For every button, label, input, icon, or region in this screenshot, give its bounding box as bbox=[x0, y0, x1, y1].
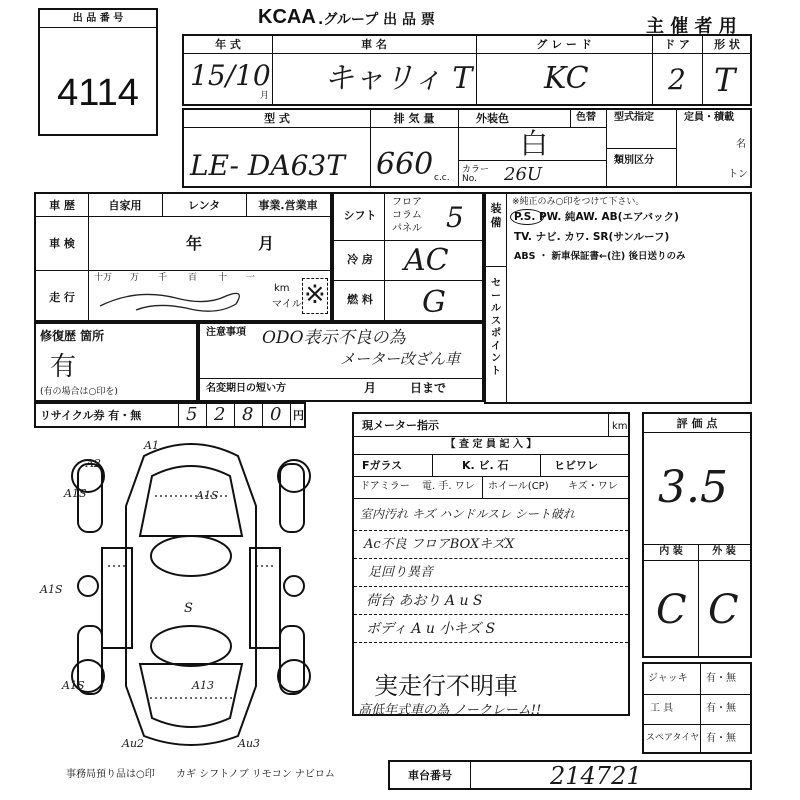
equipment-line-1: P.S. PW. 純AW. AB(エアバック) bbox=[514, 211, 679, 223]
equipment-line-3: ABS ・ 新車保証書←(注) 後日送りのみ bbox=[514, 251, 686, 262]
shift-panel-option: パネル bbox=[392, 223, 422, 234]
interior-grade-value: C bbox=[656, 587, 687, 633]
repaint-label: 色替 bbox=[576, 112, 596, 123]
ac-value: AC bbox=[404, 243, 449, 278]
notes-label: 注意事項 bbox=[206, 327, 246, 338]
mileage-scribble bbox=[96, 286, 272, 316]
shift-label: シフト bbox=[343, 209, 377, 222]
glass-options: K. ビ. 石 bbox=[462, 459, 509, 472]
comment-line-6: 実走行不明車 bbox=[374, 672, 518, 700]
shift-column-option: コラム bbox=[392, 210, 422, 221]
shift-value: 5 bbox=[446, 201, 464, 234]
sales-point-label: セールスポイント bbox=[491, 278, 501, 377]
recycle-digit-2: 2 bbox=[214, 404, 226, 425]
crack-label: ヒビワレ bbox=[554, 459, 598, 472]
comment-line-5: ボディ A u 小キズ S bbox=[366, 621, 496, 637]
year-value: 15/10 bbox=[190, 59, 271, 92]
office-items: カギ シフトノブ リモコン ナビロム bbox=[176, 769, 335, 780]
damage-mark-au3: Au3 bbox=[238, 737, 261, 750]
grade-block bbox=[642, 412, 752, 658]
yen-unit: 円 bbox=[293, 409, 304, 422]
notes-block bbox=[198, 322, 484, 402]
meter-unit: km bbox=[612, 421, 628, 432]
rental-option: レンタ bbox=[187, 199, 221, 212]
inspection-month-unit: 月 bbox=[258, 234, 275, 253]
mirror-label: ドアミラー bbox=[360, 481, 410, 492]
digit-100k: 十万 bbox=[94, 273, 113, 283]
exterior-label: 外 装 bbox=[712, 546, 736, 557]
jack-label: ジャッキ bbox=[648, 673, 688, 684]
grade-score-value: 3.5 bbox=[658, 462, 728, 513]
inspection-label: 車 検 bbox=[49, 237, 75, 250]
grade-score-label: 評 価 点 bbox=[676, 417, 718, 430]
repair-block bbox=[34, 322, 198, 402]
door-value: 2 bbox=[668, 63, 686, 96]
inspector-header: 【 査 定 員 記 入 】 bbox=[445, 439, 537, 450]
comment-line-3: 足回り異音 bbox=[368, 565, 434, 580]
cc-unit: c.c. bbox=[434, 173, 450, 183]
shift-floor-option: フロア bbox=[392, 197, 422, 208]
wheel-label: ホイール(CP) bbox=[488, 481, 549, 492]
lot-number-label: 出 品 番 号 bbox=[40, 10, 156, 28]
ext-color-label: 外装色 bbox=[476, 112, 509, 125]
equipment-block bbox=[484, 192, 752, 404]
km-label: km bbox=[274, 283, 290, 294]
digit-1k: 千 bbox=[158, 273, 168, 283]
comment-line-7: 高低年式車の為 ノークレーム!! bbox=[358, 703, 542, 718]
fuel-value: G bbox=[422, 285, 446, 320]
door-label: ド ア bbox=[664, 38, 690, 51]
displacement-label: 排 気 量 bbox=[393, 112, 435, 125]
digit-10k: 万 bbox=[130, 273, 140, 283]
tools-label: 工 具 bbox=[650, 703, 674, 714]
mileage-unknown-mark: ※ bbox=[304, 280, 326, 310]
comment-line-4: 荷台 あおり A u S bbox=[366, 593, 483, 609]
repair-label: 修復歴 箇所 bbox=[40, 329, 105, 343]
equipment-line-2: TV. ナビ. カワ. SR(サンルーフ) bbox=[514, 231, 670, 243]
comment-line-1: 室内汚れ キズ ハンドルスレ シート破れ bbox=[360, 507, 575, 521]
chassis-value: 214721 bbox=[550, 762, 642, 790]
damage-mark-au2: Au2 bbox=[122, 737, 145, 750]
car-name-value: キャリィ T bbox=[324, 61, 473, 96]
year-label: 年 式 bbox=[215, 38, 241, 51]
inspector-block bbox=[352, 412, 630, 716]
spare-tire-label: スペアタイヤ bbox=[646, 733, 700, 743]
recycle-digit-4: 0 bbox=[270, 404, 282, 425]
wheel-options: キズ・ワレ bbox=[568, 481, 618, 492]
spec-block bbox=[332, 192, 484, 322]
recycle-label: リサイクル券 有・無 bbox=[40, 409, 142, 422]
category-label: 類別区分 bbox=[614, 155, 654, 166]
model-value: LE- DA63T bbox=[190, 149, 345, 182]
brand-logo: KCAA bbox=[258, 6, 316, 28]
damage-mark-a1s-hood: A1S bbox=[196, 489, 219, 502]
damage-mark-a13: A13 bbox=[192, 679, 214, 692]
tools-presence: 有・無 bbox=[706, 703, 736, 714]
notes-line-1: ODO表示不良の為 bbox=[262, 328, 406, 348]
mileage-label: 走 行 bbox=[49, 291, 75, 304]
car-name-label: 車 名 bbox=[361, 38, 387, 51]
damage-mark-a2: A2 bbox=[86, 457, 101, 470]
equipment-label: 装備 bbox=[490, 202, 502, 229]
chassis-block bbox=[388, 760, 752, 790]
business-option: 事業.営業車 bbox=[258, 199, 318, 212]
damage-mark-a1s-left: A1S bbox=[40, 583, 63, 596]
shape-label: 形 状 bbox=[714, 38, 740, 51]
inspection-year-unit: 年 bbox=[186, 234, 203, 253]
exterior-grade-value: C bbox=[708, 587, 739, 633]
ton-unit: トン bbox=[728, 169, 748, 180]
ext-color-value: 白 bbox=[520, 127, 549, 160]
notes-line-2: メーター改ざん車 bbox=[340, 350, 461, 368]
damage-mark-a1-top: A1 bbox=[144, 439, 159, 452]
model-row bbox=[182, 108, 752, 188]
meter-label: 現メーター指示 bbox=[362, 419, 439, 432]
mirror-options: 電. 手. ワレ bbox=[422, 481, 475, 492]
damage-mark-a1s-left-rear: A1S bbox=[62, 679, 85, 692]
interior-label: 内 装 bbox=[659, 546, 683, 557]
grade-value: KC bbox=[544, 61, 589, 96]
type-cert-label: 型式指定 bbox=[614, 112, 654, 123]
private-use-option: 自家用 bbox=[108, 199, 142, 212]
mile-label: マイル bbox=[272, 299, 302, 310]
history-label: 車 歴 bbox=[49, 199, 75, 212]
recycle-digit-3: 8 bbox=[242, 404, 254, 425]
office-note: 事務局預り品は○印 bbox=[66, 769, 155, 780]
extras-block bbox=[642, 662, 752, 754]
spare-tire-presence: 有・無 bbox=[706, 733, 736, 744]
lot-number-value: 4114 bbox=[57, 72, 139, 114]
digit-100: 百 bbox=[188, 273, 198, 283]
shape-value: T bbox=[714, 61, 736, 99]
grade-label: グ レ ー ド bbox=[536, 38, 592, 51]
equipment-note: ※純正のみ○印をつけて下さい。 bbox=[512, 197, 645, 207]
color-no-value: 26U bbox=[504, 164, 543, 185]
recycle-digit-1: 5 bbox=[186, 404, 198, 425]
displacement-value: 660 bbox=[376, 147, 434, 182]
recycle-block bbox=[34, 402, 306, 428]
color-no-label: カラー No. bbox=[462, 165, 490, 184]
person-unit: 名 bbox=[736, 139, 746, 150]
form-title: .グループ 出 品 票 bbox=[318, 12, 435, 28]
capacity-label: 定員・積載 bbox=[684, 112, 734, 123]
vehicle-row bbox=[182, 34, 752, 106]
ac-label: 冷 房 bbox=[347, 253, 373, 266]
rename-day-unit: 日まで bbox=[410, 381, 447, 395]
damage-mark-a1s-left-front: A1S bbox=[64, 487, 87, 500]
fuel-label: 燃 料 bbox=[347, 293, 373, 306]
model-label: 型 式 bbox=[264, 112, 290, 125]
digit-1: 一 bbox=[246, 273, 256, 283]
jack-presence: 有・無 bbox=[706, 673, 736, 684]
organizer-label: 主 催 者 用 bbox=[646, 16, 737, 37]
rename-month-unit: 月 bbox=[364, 381, 377, 395]
lot-number-box bbox=[38, 8, 158, 136]
rename-deadline-label: 名変期日の短い方 bbox=[206, 383, 286, 394]
car-damage-diagram bbox=[60, 436, 360, 756]
glass-label: Fガラス bbox=[362, 459, 403, 472]
repair-note: (有の場合は○印を) bbox=[40, 387, 118, 397]
history-block bbox=[34, 192, 332, 322]
month-unit: 月 bbox=[260, 91, 270, 101]
damage-mark-roof-s: S bbox=[184, 601, 193, 616]
comment-line-2: Ac不良 フロアBOXキズX bbox=[364, 537, 515, 552]
chassis-label: 車台番号 bbox=[408, 769, 452, 782]
repair-value: 有 bbox=[50, 352, 77, 382]
digit-10: 十 bbox=[218, 273, 228, 283]
